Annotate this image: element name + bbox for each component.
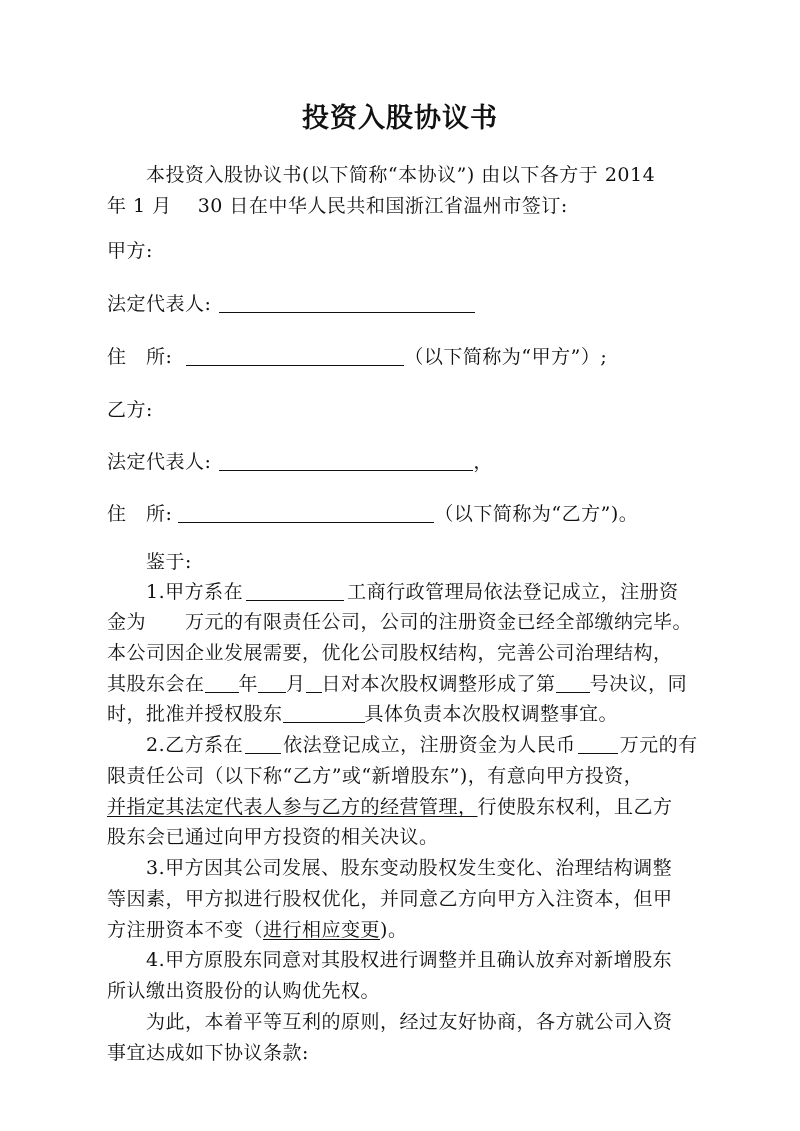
clause-1-line-3: 本公司因企业发展需要，优化公司股权结构，完善公司治理结构， [107, 642, 673, 664]
clause-2-underlined-text: 并指定其法定代表人参与乙方的经营管理， [107, 796, 478, 818]
clause-2-line-4: 股东会已通过向甲方投资的相关决议。 [107, 826, 439, 848]
clause-1-year-blank[interactable] [205, 674, 239, 693]
party-a-addr-label: 住 所: [107, 346, 173, 368]
party-a-representative [107, 292, 475, 316]
clause-1-l4-c: 月 [286, 673, 306, 695]
clause-1-resolution-blank[interactable] [556, 674, 590, 693]
party-a-label: 甲方: [107, 240, 153, 262]
clause-1-l4-d: 日对本次股权调整形成了第 [321, 673, 556, 695]
clause-1-l5-b: 具体负责本次股权调整事宜。 [364, 703, 619, 725]
intro-line-2: 年 1 月 30 日在中华人民共和国浙江省温州市签订: [107, 195, 568, 217]
clause-1-month-blank[interactable] [258, 674, 286, 693]
clause-2-text-b: 依法登记成立，注册资金为人民币 [283, 734, 576, 756]
clause-2-capital-blank[interactable] [578, 735, 618, 754]
whereas-heading: 鉴于: [146, 551, 192, 573]
clause-1-text-b: 工商行政管理局依法登记成立，注册资 [347, 581, 679, 603]
clause-3-line-3 [107, 918, 407, 942]
clause-2-text-a: 2.乙方系在 [146, 734, 244, 756]
clause-1-line-4 [107, 672, 687, 696]
clause-3-underlined-text: 进行相应变更 [263, 919, 381, 941]
clause-1-line-1 [146, 580, 679, 604]
party-b-addr-label: 住 所: [107, 503, 173, 525]
clause-1-line-5 [107, 702, 618, 726]
party-b-rep-blank[interactable] [219, 452, 473, 471]
clause-1-text-a: 1.甲方系在 [146, 581, 244, 603]
party-b-representative [107, 450, 493, 474]
clause-3-line-1: 3.甲方因其公司发展、股东变动股权发生变化、治理结构调整 [146, 857, 673, 879]
clause-2-line-3 [107, 795, 673, 819]
party-b-label: 乙方: [107, 399, 153, 421]
clause-2-line-2: 限责任公司（以下称“乙方”或“新增股东”)，有意向甲方投资， [107, 765, 644, 787]
clause-1-l4-e: 号决议，同 [589, 673, 688, 695]
party-a-address [107, 345, 607, 369]
party-b-addr-suffix: （以下简称为“乙方”)。 [434, 503, 639, 525]
closing-line-2: 事宜达成如下协议条款: [107, 1042, 309, 1064]
clause-1-day-blank[interactable] [306, 674, 322, 693]
document-title: 投资入股协议书 [302, 103, 498, 134]
party-a-rep-blank[interactable] [219, 294, 475, 313]
clause-1-l4-a: 其股东会在 [107, 673, 205, 695]
clause-1-l4-b: 年 [238, 673, 259, 695]
clause-1-shareholder-blank[interactable] [283, 704, 365, 723]
party-b-rep-suffix: ， [473, 451, 493, 473]
party-b-address [107, 502, 638, 526]
clause-3-line-2: 等因素，甲方拟进行股权优化，并同意乙方向甲方入注资本，但甲 [107, 888, 673, 910]
clause-1-line-2: 金为 万元的有限责任公司，公司的注册资金已经全部缴纳完毕。 [107, 611, 693, 633]
clause-1-bureau-blank[interactable] [246, 582, 344, 601]
party-a-rep-label: 法定代表人: [107, 293, 212, 315]
clause-2-l3-rest: 行使股东权利，且乙方 [477, 796, 673, 818]
party-b-rep-label: 法定代表人: [107, 451, 212, 473]
party-b-addr-blank[interactable] [178, 504, 434, 523]
clause-2-text-c: 万元的有 [619, 734, 698, 756]
party-a-addr-blank[interactable] [186, 347, 404, 366]
intro-line-1: 本投资入股协议书(以下简称“本协议”) 由以下各方于 2014 [146, 164, 656, 186]
clause-1-l5-a: 时，批准并授权股东 [107, 703, 283, 725]
clause-4-line-1: 4.甲方原股东同意对其股权进行调整并且确认放弃对新增股东 [146, 949, 673, 971]
party-a-addr-suffix: （以下简称为“甲方”）; [404, 346, 608, 368]
clause-4-line-2: 所认缴出资股份的认购优先权。 [107, 980, 381, 1002]
clause-3-l3-a: 方注册资本不变（ [107, 919, 264, 941]
clause-2-place-blank[interactable] [245, 735, 281, 754]
closing-line-1: 为此，本着平等互利的原则，经过友好协商，各方就公司入资 [146, 1011, 673, 1033]
clause-2-line-1 [146, 733, 698, 757]
clause-3-l3-b: )。 [380, 919, 408, 941]
